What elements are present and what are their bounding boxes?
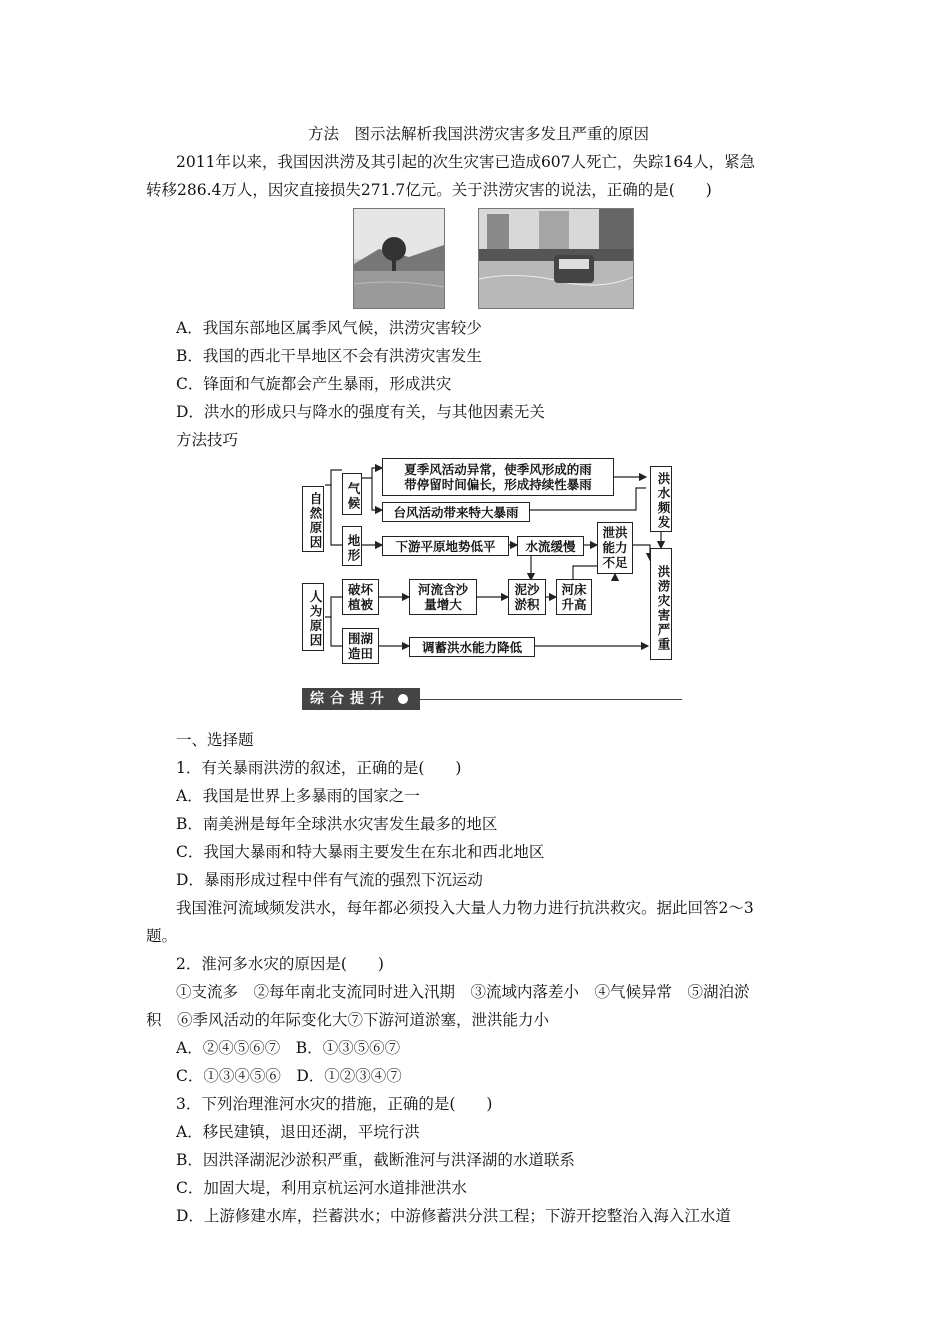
diagram-destroy-vegetation <box>342 579 379 615</box>
q1-option-d: D．暴雨形成过程中伴有气流的强烈下沉运动 <box>176 871 483 889</box>
diagram-slow-flow: 水流缓慢 <box>517 536 584 556</box>
diagram-human-cause: 人为原因 <box>302 583 324 651</box>
q2-items-line-1: ①支流多 ②每年南北支流同时进入汛期 ③流域内落差小 ④气候异常 ⑤湖泊淤 <box>176 983 750 1001</box>
intro-line-1: 2011年以来，我国因洪涝及其引起的次生灾害已造成607人死亡，失踪164人，紧急 <box>176 153 756 171</box>
intro-line-2: 转移286.4万人，因灾直接损失271.7亿元。关于洪涝灾害的说法，正确的是( ) <box>146 181 712 199</box>
q3-option-a: A．移民建镇，退田还湖，平垸行洪 <box>176 1123 420 1141</box>
q2-stem: 2．淮河多水灾的原因是( ) <box>176 955 384 973</box>
q1-option-c: C．我国大暴雨和特大暴雨主要发生在东北和西北地区 <box>176 843 545 861</box>
diagram-sediment-increase <box>409 579 477 615</box>
diagram-typhoon: 台风活动带来特大暴雨 <box>382 502 530 522</box>
q0-option-a: A．我国东部地区属季风气候，洪涝灾害较少 <box>176 319 482 337</box>
diagram-silt-line-1: 泥沙 <box>514 582 540 597</box>
diagram-reclaim-line-2: 造田 <box>347 646 373 661</box>
diagram-silt-deposit <box>508 579 546 615</box>
diagram-lowland-plain: 下游平原地势低平 <box>382 536 509 556</box>
diagram-destroy-text: 破坏植被 <box>347 582 373 612</box>
section-heading: 一、选择题 <box>176 731 254 749</box>
diagram-monsoon-anomaly <box>382 458 614 496</box>
diagram-natural-cause: 自然原因 <box>302 486 324 552</box>
banner-dot <box>398 694 408 704</box>
diagram-storage-decline: 调蓄洪水能力降低 <box>409 637 535 657</box>
q0-option-d: D．洪水的形成只与降水的强度有关，与其他因素无关 <box>176 403 545 421</box>
q2-options-cd: C．①③④⑤⑥ D．①②③④⑦ <box>176 1067 402 1085</box>
q3-stem: 3．下列治理淮河水灾的措施，正确的是( ) <box>176 1095 493 1113</box>
q3-option-b: B．因洪泽湖泥沙淤积严重，截断淮河与洪泽湖的水道联系 <box>176 1151 575 1169</box>
diagram-riverbed-line-2: 升高 <box>561 597 587 612</box>
q0-option-b: B．我国的西北干旱地区不会有洪涝灾害发生 <box>176 347 482 365</box>
q2-items-line-2: 积 ⑥季风活动的年际变化大⑦下游河道淤塞，泄洪能力小 <box>146 1011 550 1029</box>
diagram-reclaim-lake <box>342 628 379 664</box>
diagram-monsoon-line-2: 带停留时间偏长，形成持续性暴雨 <box>404 477 592 492</box>
q3-option-c: C．加固大堤，利用京杭运河水道排泄洪水 <box>176 1179 467 1197</box>
q1-option-a: A．我国是世界上多暴雨的国家之一 <box>176 787 420 805</box>
diagram-riverbed-line-1: 河床 <box>561 582 587 597</box>
passage-line-2: 题。 <box>146 927 178 945</box>
q3-option-d: D．上游修建水库，拦蓄洪水；中游修蓄洪分洪工程；下游开挖整治入海入江水道 <box>176 1207 731 1225</box>
diagram-terrain: 地形 <box>342 526 362 566</box>
diagram-monsoon-line-1: 夏季风活动异常，使季风形成的雨 <box>404 462 592 477</box>
banner-label: 综合提升 <box>310 691 390 707</box>
diagram-sand-line-2: 量增大 <box>424 597 462 612</box>
page-title: 方法 图示法解析我国洪涝灾害多发且严重的原因 <box>308 125 650 143</box>
diagram-discharge-insufficient <box>597 522 633 574</box>
banner-rule <box>420 699 682 700</box>
diagram-flood-frequent: 洪水频发 <box>650 466 672 532</box>
diagram-climate: 气候 <box>342 473 362 515</box>
q1-stem: 1．有关暴雨洪涝的叙述，正确的是( ) <box>176 759 462 777</box>
method-label: 方法技巧 <box>176 431 239 449</box>
q2-options-ab: A．②④⑤⑥⑦ B．①③⑤⑥⑦ <box>176 1039 401 1057</box>
diagram-reclaim-line-1: 围湖 <box>347 631 373 646</box>
q0-option-c: C．锋面和气旋都会产生暴雨，形成洪灾 <box>176 375 452 393</box>
diagram-silt-line-2: 淤积 <box>514 597 540 612</box>
diagram-sand-line-1: 河流含沙 <box>417 582 468 597</box>
q1-option-b: B．南美洲是每年全球洪水灾害发生最多的地区 <box>176 815 498 833</box>
diagram-discharge-text: 泄洪能力不足 <box>602 525 628 570</box>
diagram-flood-severe: 洪涝灾害严重 <box>650 548 672 660</box>
diagram-riverbed-rise <box>556 579 592 615</box>
passage-line-1: 我国淮河流域频发洪水，每年都必须投入大量人力物力进行抗洪救灾。据此回答2～3 <box>176 899 754 917</box>
